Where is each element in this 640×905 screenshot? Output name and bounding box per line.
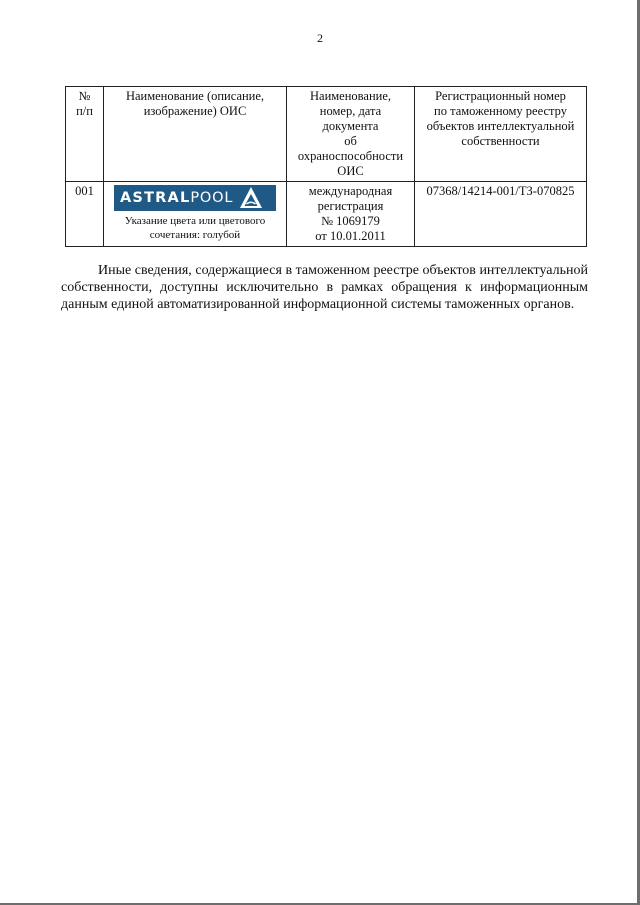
body-paragraph: Иные сведения, содержащиеся в таможенном реестре объектов интеллектуальной собственности, доступны исключительно в рамках обращения к информационным данным единой автоматизированной информационной системы таможенных органов. [61, 263, 588, 312]
registry-number: 07368/14214-001/ТЗ-070825 [415, 182, 587, 247]
header-name-description: Наименование (описание, изображение) ОИС [104, 87, 287, 182]
astralpool-logo [114, 185, 276, 211]
row-number: 001 [66, 182, 104, 247]
logo-text-astral: ASTRAL [120, 190, 191, 206]
header-registry-number: Регистрационный номер по таможенному реестру объектов интеллектуальной собственности [415, 87, 587, 182]
document-info: международная регистрация № 1069179 от 10.01.2011 [287, 182, 415, 247]
astralpool-triangle-logo-icon [238, 185, 264, 211]
header-document: Наименование, номер, дата документа об охраноспособности ОИС [287, 87, 415, 182]
trademark-cell [104, 182, 287, 247]
registry-table [65, 86, 587, 247]
table-row [66, 182, 587, 247]
page-number: 2 [317, 31, 323, 45]
color-note: Указание цвета или цветового сочетания: голубой [124, 215, 266, 241]
logo-text-pool: POOL [190, 190, 234, 206]
table-header-row [66, 87, 587, 182]
header-number: № п/п [66, 87, 104, 182]
